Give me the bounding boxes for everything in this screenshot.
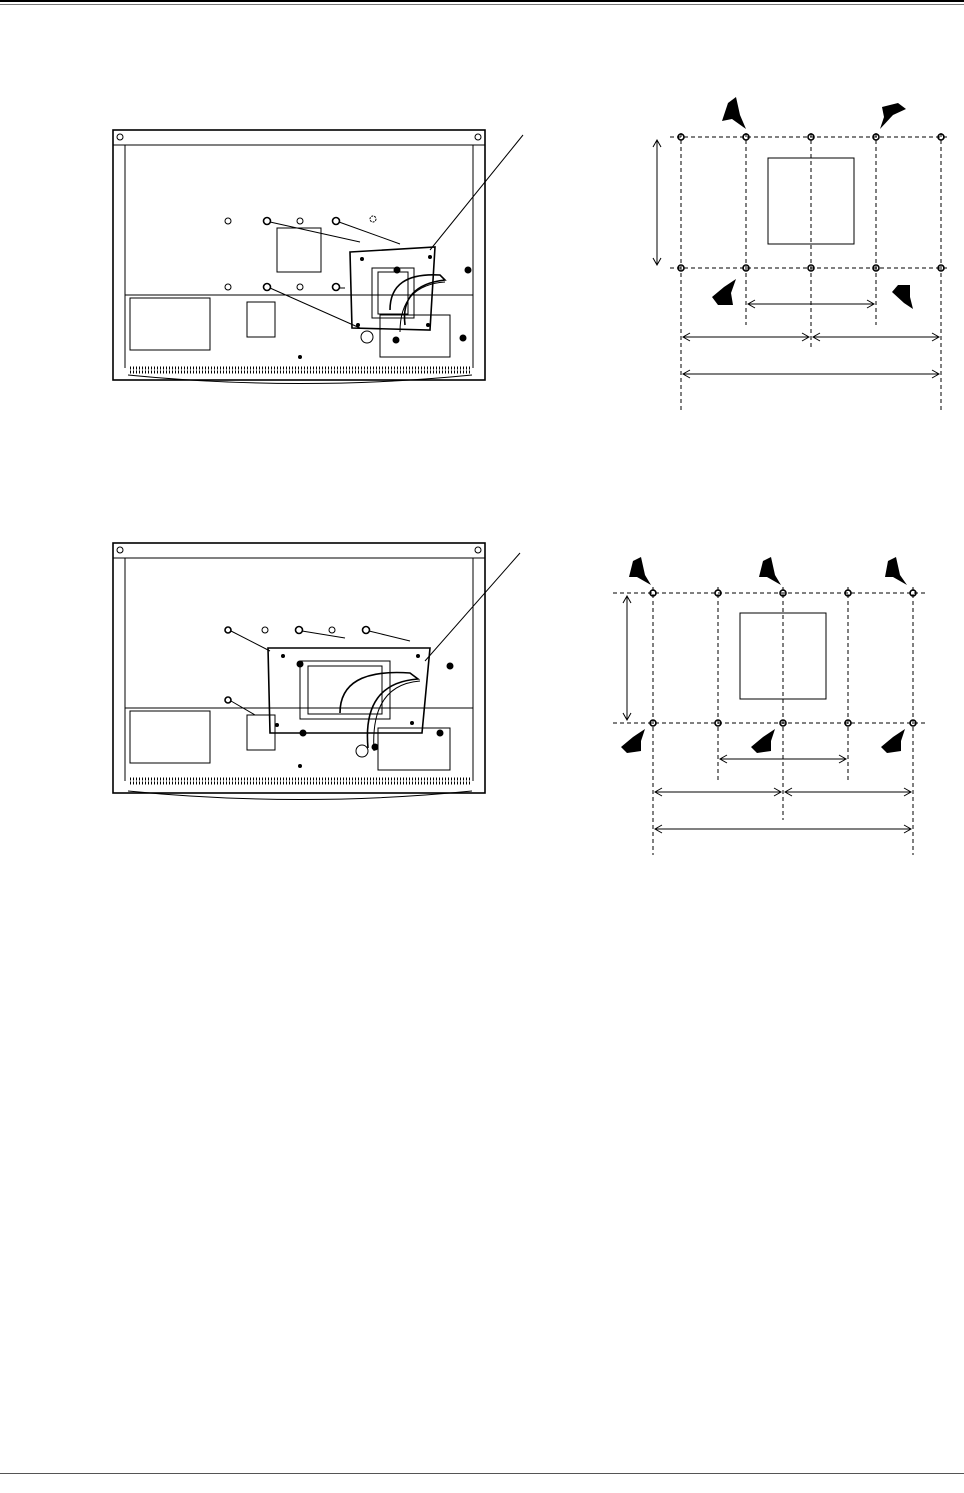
arm-plate-2 bbox=[268, 648, 430, 751]
monitor-rear-illustration-1 bbox=[100, 120, 540, 410]
vesa-hole-pattern-diagram-2 bbox=[605, 555, 935, 860]
top-rule-thin bbox=[0, 4, 964, 5]
pointer-arrows-2 bbox=[621, 557, 907, 753]
bottom-rule bbox=[0, 1473, 964, 1474]
monitor-rear-illustration-2 bbox=[100, 533, 540, 823]
pointer-arrows bbox=[712, 97, 913, 309]
top-rule bbox=[0, 0, 964, 2]
vesa-hole-pattern-diagram-1 bbox=[640, 95, 955, 415]
arm-plate bbox=[350, 247, 445, 332]
